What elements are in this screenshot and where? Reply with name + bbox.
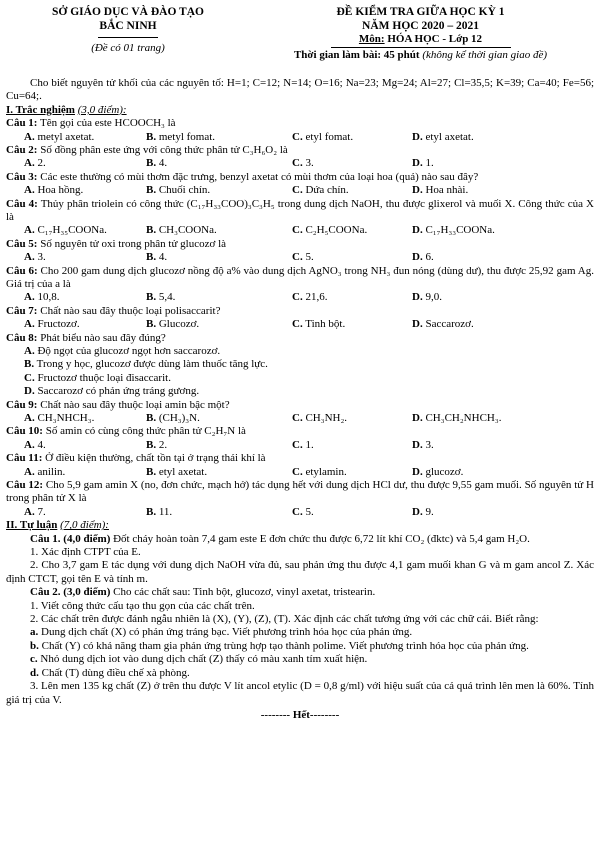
option-d: D. Hoa nhài. bbox=[412, 184, 469, 197]
subject-label: Môn: bbox=[358, 33, 385, 45]
question-1-options bbox=[6, 131, 594, 144]
end-marker: -------- Hết-------- bbox=[260, 708, 340, 721]
exam-body bbox=[6, 77, 594, 722]
option-a: A. CH₃NHCH₃. bbox=[24, 412, 95, 425]
question-2: Câu 2: Số đồng phân este ứng với công thức phân tử C₃H₆O₂ là bbox=[6, 144, 288, 157]
header-right bbox=[248, 6, 593, 63]
time-label: Thời gian làm bài: 45 phút bbox=[293, 49, 420, 62]
time-note: (không kể thời gian giao đề) bbox=[419, 49, 548, 62]
question-7-options bbox=[6, 318, 594, 331]
header-left bbox=[18, 6, 238, 55]
option-b: B. 2. bbox=[146, 438, 168, 451]
option-b: B. (CH₃)₃N. bbox=[146, 412, 200, 425]
option-b: B. Trong y học, glucozơ được dùng làm thuốc tăng lực. bbox=[24, 358, 268, 371]
header-divider-left bbox=[98, 37, 158, 38]
question-10-options bbox=[6, 439, 594, 452]
subject-value: HÓA HỌC - Lớp 12 bbox=[384, 33, 483, 45]
department-name: SỞ GIÁO DỤC VÀ ĐÀO TẠO bbox=[52, 6, 204, 18]
option-c: C. CH₃NH₂. bbox=[292, 412, 348, 425]
option-b: B. 11. bbox=[146, 505, 173, 518]
option-d: D. 6. bbox=[412, 251, 434, 264]
option-b: B. Chuối chín. bbox=[146, 184, 211, 197]
essay-2-clue-c: c. Nhỏ dung dịch iot vào dung dịch chất (Z) thấy có màu xanh tím xuất hiện. bbox=[30, 653, 368, 666]
option-a: A. Độ ngọt của glucozơ ngọt hơn saccarozơ. bbox=[24, 345, 221, 358]
section-1-title: I. Trắc nghiệm (3,0 điểm): bbox=[6, 103, 127, 116]
question-9: Câu 9: Chất nào sau đây thuộc loại amin bậc một? bbox=[6, 398, 230, 411]
school-year: NĂM HỌC 2020 – 2021 bbox=[362, 19, 479, 32]
option-d: D. 9,0. bbox=[412, 291, 442, 304]
question-11-options bbox=[6, 466, 594, 479]
question-3-options bbox=[6, 184, 594, 197]
option-c: C. 3. bbox=[292, 157, 314, 170]
option-c: C. etyl fomat. bbox=[292, 130, 354, 143]
option-a: A. 4. bbox=[24, 438, 46, 451]
option-c: C. Fructozơ thuộc loại đisaccarit. bbox=[24, 371, 171, 384]
option-d: D. etyl axetat. bbox=[412, 130, 474, 143]
question-7: Câu 7: Chất nào sau đây thuộc loại polisaccarit? bbox=[6, 304, 221, 317]
exam-header bbox=[0, 6, 599, 76]
question-6-options bbox=[6, 291, 594, 304]
question-6: Câu 6: Cho 200 gam dung dịch glucozơ nồng độ a% vào dung dịch AgNO₃ trong NH₃ đun nóng (dùng dư), thu được 25,92 gam Ag. Giá trị của a là bbox=[6, 264, 595, 291]
option-d: D. 3. bbox=[412, 438, 434, 451]
option-d: D. C₁₇H₃₃COONa. bbox=[412, 224, 495, 237]
atomic-mass-intro: Cho biết nguyên tử khối của các nguyên tố: H=1; C=12; N=14; O=16; Na=23; Mg=24; Al=27; Cl=35,5; K=39; Ca=40; Fe=56; Cu=64;. bbox=[6, 77, 594, 103]
option-b: B. CH₃COONa. bbox=[146, 224, 217, 237]
option-c: C. 5. bbox=[292, 251, 314, 264]
option-b: B. 4. bbox=[146, 251, 168, 264]
question-9-options bbox=[6, 412, 594, 425]
essay-question-2: Câu 2. (3,0 điểm) Cho các chất sau: Tinh bột, glucozơ, vinyl axetat, tristearin. bbox=[30, 586, 376, 599]
essay-2-clue-b: b. Chất (Y) có khả năng tham gia phản ứng trùng hợp tạo thành polime. Viết phương trình hóa học của phản ứng. bbox=[30, 639, 529, 652]
option-b: B. etyl axetat. bbox=[146, 465, 208, 478]
question-3: Câu 3: Các este thường có mùi thơm đặc trưng, benzyl axetat có mùi thơm của loại hoa (quả) nào sau đây? bbox=[6, 170, 479, 183]
option-a: A. Hoa hồng. bbox=[24, 184, 84, 197]
option-a: A. 10,8. bbox=[24, 291, 60, 304]
option-d: D. Saccarozơ. bbox=[412, 318, 474, 331]
option-c: C. 1. bbox=[292, 438, 314, 451]
option-d: D. CH₃CH₂NHCH₃. bbox=[412, 412, 502, 425]
option-d: D. Saccarozơ có phản ứng tráng gương. bbox=[24, 385, 200, 398]
province-name: BẮC NINH bbox=[99, 19, 157, 32]
header-divider-right bbox=[331, 47, 511, 48]
option-a: A. C₁₇H₃₅COONa. bbox=[24, 224, 107, 237]
question-10: Câu 10: Số amin có cùng công thức phân tử C₂H₇N là bbox=[6, 425, 246, 438]
essay-2-clue-a: a. Dung dịch chất (X) có phản ứng tráng bạc. Viết phương trình hóa học của phản ứng. bbox=[30, 626, 413, 639]
option-b: B. metyl fomat. bbox=[146, 130, 216, 143]
essay-question-1: Câu 1. (4,0 điểm) Đốt cháy hoàn toàn 7,4 gam este E đơn chức thu được 6,72 lít khí CO₂ (đktc) và 5,4 gam H₂O. bbox=[30, 532, 530, 545]
essay-2-clue-d: d. Chất (T) dùng điều chế xà phòng. bbox=[30, 666, 190, 679]
option-b: B. Glucozơ. bbox=[146, 318, 200, 331]
option-a: A. Fructozơ. bbox=[24, 318, 80, 331]
question-5: Câu 5: Số nguyên tử oxi trong phân tử glucozơ là bbox=[6, 237, 227, 250]
question-2-options bbox=[6, 157, 594, 170]
question-5-options bbox=[6, 251, 594, 264]
option-c: C. Tinh bột. bbox=[292, 318, 346, 331]
essay-2-part-3: 3. Lên men 135 kg chất (Z) ở trên thu được V lít ancol etylic (D = 0,8 g/ml) với hiệu suất của cả quá trình lên men là 60%. Tính giá trị của V. bbox=[6, 680, 594, 706]
question-8: Câu 8: Phát biểu nào sau đây đúng? bbox=[6, 331, 166, 344]
essay-1-part-2: 2. Cho 3,7 gam E tác dụng với dung dịch NaOH vừa đủ, sau phản ứng thu được 4,1 gam muối khan G và m gam ancol Z. Xác định CTCT, gọi tên E và tính m. bbox=[6, 559, 594, 585]
question-4-options bbox=[6, 224, 594, 237]
option-b: B. 5,4. bbox=[146, 291, 176, 304]
option-d: D. glucozơ. bbox=[412, 465, 464, 478]
section-2-title: II. Tự luận (7,0 điểm): bbox=[6, 519, 109, 532]
question-4: Câu 4: Thủy phân triolein có công thức (C₁₇H₃₃COO)₃C₃H₅ trong dung dịch NaOH, thu được glixerol và muối X. Công thức của X là bbox=[6, 197, 594, 224]
essay-2-part-1: 1. Viết công thức cấu tạo thu gọn của các chất trên. bbox=[30, 599, 255, 612]
question-12-options bbox=[6, 506, 594, 519]
option-b: B. 4. bbox=[146, 157, 168, 170]
option-d: D. 9. bbox=[412, 505, 434, 518]
option-c: C. Dứa chín. bbox=[292, 184, 349, 197]
option-c: C. C₂H₅COONa. bbox=[292, 224, 368, 237]
question-11: Câu 11: Ở điều kiện thường, chất tồn tại ở trạng thái khí là bbox=[6, 452, 266, 465]
essay-1-part-1: 1. Xác định CTPT của E. bbox=[30, 546, 141, 559]
exam-title: ĐỀ KIỂM TRA GIỮA HỌC KỲ 1 bbox=[336, 6, 505, 18]
question-1: Câu 1: Tên gọi của este HCOOCH₃ là bbox=[6, 117, 176, 130]
essay-2-part-2: 2. Các chất trên được đánh ngẫu nhiên là (X), (Y), (Z), (T). Xác định các chất tương ứng với các chữ cái. Biết rằng: bbox=[30, 613, 539, 626]
subject-line bbox=[248, 33, 593, 46]
option-c: C. 5. bbox=[292, 505, 314, 518]
option-a: A. 3. bbox=[24, 251, 46, 264]
option-a: A. anilin. bbox=[24, 465, 66, 478]
option-a: A. metyl axetat. bbox=[24, 130, 95, 143]
time-line bbox=[248, 49, 593, 62]
option-d: D. 1. bbox=[412, 157, 434, 170]
page-count-note: (Đề có 01 trang) bbox=[91, 42, 165, 54]
option-a: A. 7. bbox=[24, 505, 46, 518]
option-c: C. 21,6. bbox=[292, 291, 328, 304]
question-12: Câu 12: Cho 5,9 gam amin X (no, đơn chức, mạch hở) tác dụng hết với dung dịch HCl dư, thu được 9,55 gam muối. Số nguyên tử H trong phân tử X là bbox=[6, 479, 594, 505]
option-c: C. etylamin. bbox=[292, 465, 347, 478]
option-a: A. 2. bbox=[24, 157, 46, 170]
